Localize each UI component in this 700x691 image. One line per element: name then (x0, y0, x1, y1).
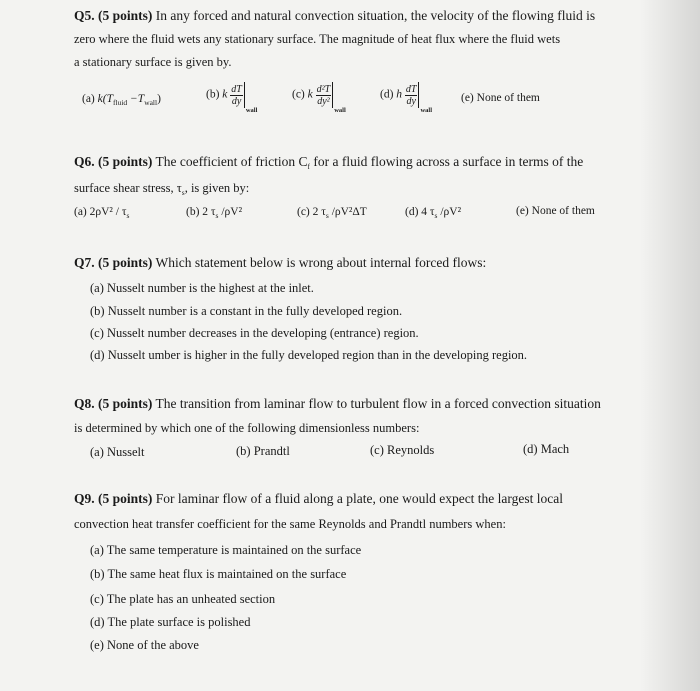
q7-number: Q7. (74, 255, 95, 270)
q6-option-a (74, 205, 129, 223)
q5-option-d-fraction (405, 84, 418, 107)
q5-option-c-wall: wall (334, 106, 346, 114)
q9-option-b: (b) The same heat flux is maintained on the surface (90, 567, 347, 581)
q5-option-c-den: dy² (317, 95, 330, 107)
q5-option-b (206, 82, 257, 118)
q6-option-c-sub: s (325, 211, 329, 220)
q9-option-c: (c) The plate has an unheated section (90, 592, 276, 606)
q9-line-2: convection heat transfer coefficient for the same Reynolds and Prandtl numbers when: (74, 517, 506, 531)
q9-option-a: (a) The same temperature is maintained on the surface (90, 543, 362, 557)
q8-line-2: is determined by which one of the following dimensionless numbers: (74, 421, 420, 435)
q5-option-b-eval-bar (244, 82, 245, 108)
q5-option-b-label: (b) (206, 88, 220, 101)
q8-points: (5 points) (98, 396, 153, 411)
q6-option-d-text: (d) 4 τ (405, 206, 435, 218)
q5-option-a-mid: −T (127, 93, 145, 105)
q6-option-c-end: /ρV²ΔT (328, 206, 367, 218)
q8-option-c: (c) Reynolds (370, 443, 435, 457)
q8-text-1: The transition from laminar flow to turbulent flow in a forced convection situation (155, 396, 601, 411)
q6-option-d (405, 205, 461, 223)
q6-option-a-sub: s (126, 211, 130, 220)
q9-points: (5 points) (98, 491, 153, 506)
q6-option-e: (e) None of them (516, 205, 595, 217)
q5-option-a-label: (a) (82, 93, 95, 105)
q6-text-1-end: for a fluid flowing across a surface in terms of the (310, 154, 584, 169)
q5-option-a-k: k(T (97, 93, 113, 105)
q8-option-d: (d) Mach (523, 442, 570, 456)
q5-option-d-wall: wall (420, 106, 433, 114)
q7-option-b: (b) Nusselt number is a constant in the fully developed region. (90, 304, 403, 318)
page-edge-shadow (640, 0, 700, 691)
q5-line-1 (74, 8, 595, 24)
q5-option-d-coef: h (396, 88, 403, 101)
q5-option-a-sub-fluid: fluid (112, 98, 128, 107)
q5-text-1: In any forced and natural convection situation, the velocity of the flowing fluid is (155, 8, 596, 23)
q6-text-1-sub: f (307, 162, 310, 171)
q9-number: Q9. (74, 491, 95, 506)
q7-option-d: (d) Nusselt umber is higher in the fully developed region than in the developing region. (90, 348, 528, 362)
q6-option-d-end: /ρV² (437, 206, 462, 218)
q6-option-c (297, 205, 367, 223)
q5-option-a-end: ) (157, 93, 161, 105)
q6-option-b-text: (b) 2 τ (186, 206, 216, 218)
q6-text-2: surface shear stress, τ (74, 181, 182, 195)
q6-option-a-text: (a) 2ρV² / τ (74, 206, 127, 218)
q6-option-c-text: (c) 2 τ (297, 206, 326, 218)
q6-text-2-end: , is given by: (184, 181, 250, 195)
q5-option-d-eval-bar (418, 82, 419, 108)
q7-stem: Which statement below is wrong about internal forced flows: (155, 255, 487, 270)
q6-option-b-sub: s (215, 211, 219, 220)
q5-option-c-eval-bar (332, 82, 333, 108)
q5-option-a-sub-wall: wall (144, 98, 158, 107)
q7-option-c: (c) Nusselt number decreases in the developing (entrance) region. (90, 326, 419, 340)
q8-number: Q8. (74, 396, 95, 411)
q5-option-b-wall: wall (245, 106, 258, 114)
q6-line-1 (74, 154, 583, 175)
q5-option-d-label: (d) (380, 88, 394, 101)
q6-option-b-end: /ρV² (218, 206, 243, 218)
q5-number: Q5. (74, 8, 95, 23)
q5-option-c-label: (c) (292, 88, 305, 101)
q5-option-c (292, 82, 346, 118)
q5-option-b-den: dy (231, 95, 242, 107)
q7-option-a: (a) Nusselt number is the highest at the inlet. (90, 281, 314, 295)
q5-option-c-num: d²T (316, 83, 331, 95)
q9-text-1: For laminar flow of a fluid along a plate, one would expect the largest local (155, 491, 564, 506)
q8-line-1 (74, 396, 601, 412)
q6-number: Q6. (74, 154, 95, 169)
q6-points: (5 points) (98, 154, 153, 169)
q5-line-3: a stationary surface is given by. (74, 55, 232, 69)
q5-option-a (82, 92, 161, 110)
q5-line-2: zero where the fluid wets any stationary surface. The magnitude of heat flux where the fluid wets (74, 32, 561, 46)
q5-option-b-num: dT (231, 83, 242, 95)
q6-line-2 (74, 180, 249, 201)
q5-option-d (380, 82, 432, 118)
q5-option-e: (e) None of them (461, 92, 540, 104)
q5-option-c-fraction (316, 84, 332, 107)
q6-text-2-sub: s (181, 188, 185, 197)
q9-option-e: (e) None of the above (90, 638, 199, 652)
q5-option-d-den: dy (406, 95, 416, 107)
q5-option-b-fraction (230, 84, 243, 107)
q5-option-c-coef: k (307, 88, 313, 101)
q5-points: (5 points) (98, 8, 153, 23)
q6-option-b (186, 205, 242, 223)
q7-line-1 (74, 255, 486, 271)
q8-option-a: (a) Nusselt (90, 445, 145, 459)
q6-option-d-sub: s (434, 211, 438, 220)
q7-points: (5 points) (98, 255, 153, 270)
q9-option-d: (d) The plate surface is polished (90, 615, 251, 629)
q8-option-b: (b) Prandtl (236, 444, 290, 458)
q6-text-1: The coefficient of friction C (155, 154, 308, 169)
q5-option-b-coef: k (222, 88, 228, 101)
q9-line-1 (74, 491, 563, 507)
q5-option-d-num: dT (405, 83, 417, 95)
